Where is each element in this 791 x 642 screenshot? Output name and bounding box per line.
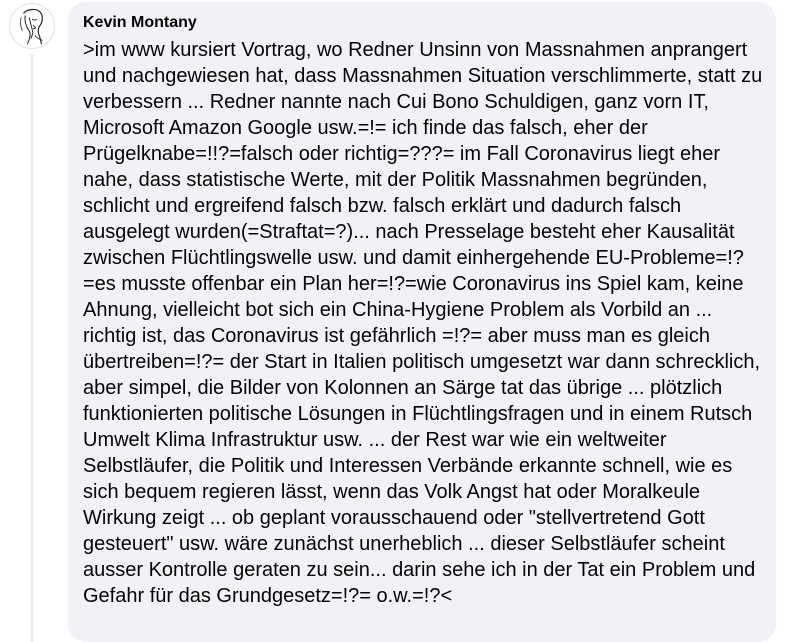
comment-text: >im www kursiert Vortrag, wo Redner Unsinn von Massnahmen anprangert und nachgewiesen hat, dass Massnahmen Situation verschlimmerte, statt zu verbessern ... Redner nannte nach Cui Bono Schuldigen, ganz vorn IT, Microsoft Amazon Google usw.=!= ich finde das falsch, eher der Prügelknabe=!!?=falsch oder richtig=???= im Fall Coronavirus liegt eher nahe, dass statistische Werte, mit der Politik Massnahmen begründen, schlicht und ergreifend falsch bzw. falsch erklärt und dadurch falsch ausgelegt wurden(=Straftat=?)... nach Presselage besteht eher Kausalität zwischen Flüchtlingswelle usw. und damit einhergehende EU-Probleme=!?=es musste offenbar ein Plan her=!?=wie Coronavirus ins Spiel kam, keine Ahnung, vielleicht bot sich ein China-Hygiene Problem als Vorbild an ... richtig ist, das Coronavirus ist gefährlich =!?= aber muss man es gleich übertreiben=!?= der Start in Italien politisch umgesetzt war dann schrecklich, aber simpel, die Bilder von Kolonnen an Särge tat das übrige ... plötzlich funktionierten politische Lösungen in Flüchtlingsfragen und in einem Rutsch Umwelt Klima Infrastruktur usw. ... der Rest war wie ein weltweiter Selbstläufer, die Politik und Interessen Verbände erkannte schnell, wie es sich bequem regieren lässt, wenn das Volk Angst hat oder Moralkeule Wirkung zeigt ... ob geplant vorausschauend oder "stellvertretend Gott gesteuert" usw. wäre zunächst unerheblich ... dieser Selbstläufer scheint ausser Kontrolle geraten zu sein... darin sehe ich in der Tat ein Problem und Gefahr für das Grundgesetz=!?= o.w.=!?< xyxy=(83,39,763,607)
sketch-portrait-icon xyxy=(10,4,54,48)
comment-bubble xyxy=(68,2,776,642)
comment-author-name[interactable]: Kevin Montany xyxy=(83,14,197,31)
thread-connector-line xyxy=(31,54,33,642)
avatar[interactable] xyxy=(9,3,55,49)
